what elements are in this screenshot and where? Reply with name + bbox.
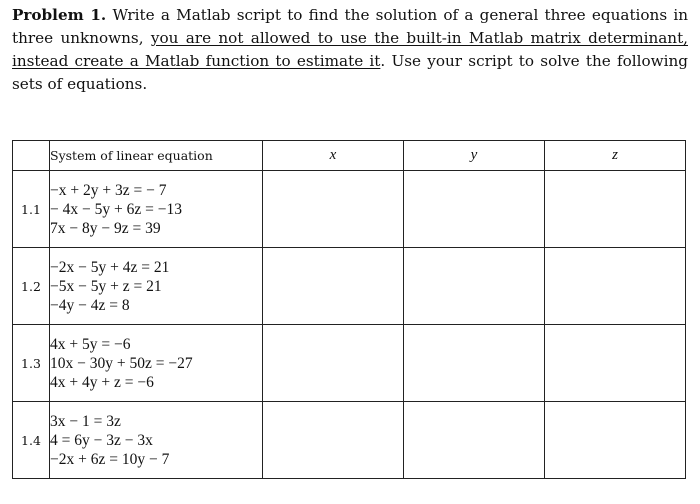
y-answer-cell <box>404 402 545 479</box>
equation-system <box>50 325 263 402</box>
header-y: y <box>404 141 545 171</box>
z-answer-cell <box>545 325 686 402</box>
equation: − 4x − 5y + 6z = −13 <box>50 200 182 218</box>
problem-statement <box>12 4 688 96</box>
table-row <box>13 171 686 248</box>
table-header-row <box>13 141 686 171</box>
row-number: 1.4 <box>13 402 50 479</box>
y-answer-cell <box>404 248 545 325</box>
header-z: z <box>545 141 686 171</box>
equation-system <box>50 171 263 248</box>
equation: 4x + 4y + z = −6 <box>50 373 154 391</box>
equation: 4x + 5y = −6 <box>50 335 131 353</box>
x-answer-cell <box>263 402 404 479</box>
equation: 4 = 6y − 3z − 3x <box>50 431 153 449</box>
z-answer-cell <box>545 248 686 325</box>
row-number: 1.3 <box>13 325 50 402</box>
equation: −5x − 5y + z = 21 <box>50 277 162 295</box>
problem-label: Problem 1. <box>12 6 107 24</box>
equation: 10x − 30y + 50z = −27 <box>50 354 193 372</box>
equation: −4y − 4z = 8 <box>50 296 130 314</box>
equation: 7x − 8y − 9z = 39 <box>50 219 161 237</box>
equation: 3x − 1 = 3z <box>50 412 121 430</box>
y-answer-cell <box>404 171 545 248</box>
y-answer-cell <box>404 325 545 402</box>
z-answer-cell <box>545 402 686 479</box>
problem-text-underlined: you are not allowed to use the built-in Matlab matrix determinant, instead create a Matlab function to estimate it <box>12 29 688 70</box>
equation-system <box>50 248 263 325</box>
header-system: System of linear equation <box>50 141 263 171</box>
x-answer-cell <box>263 325 404 402</box>
problem-text-outro: . Use your script to solve the following sets of equations. <box>12 52 688 93</box>
header-number <box>13 141 50 171</box>
x-answer-cell <box>263 171 404 248</box>
equations-table <box>12 140 686 479</box>
table-row <box>13 402 686 479</box>
row-number: 1.2 <box>13 248 50 325</box>
z-answer-cell <box>545 171 686 248</box>
header-x: x <box>263 141 404 171</box>
row-number: 1.1 <box>13 171 50 248</box>
equation: −x + 2y + 3z = − 7 <box>50 181 167 199</box>
equation: −2x + 6z = 10y − 7 <box>50 450 170 468</box>
equation-system <box>50 402 263 479</box>
problem-text-intro: Write a Matlab script to find the solution of a general three equations in three unknowns, <box>12 6 688 47</box>
x-answer-cell <box>263 248 404 325</box>
table-row <box>13 248 686 325</box>
table-row <box>13 325 686 402</box>
equation: −2x − 5y + 4z = 21 <box>50 258 170 276</box>
